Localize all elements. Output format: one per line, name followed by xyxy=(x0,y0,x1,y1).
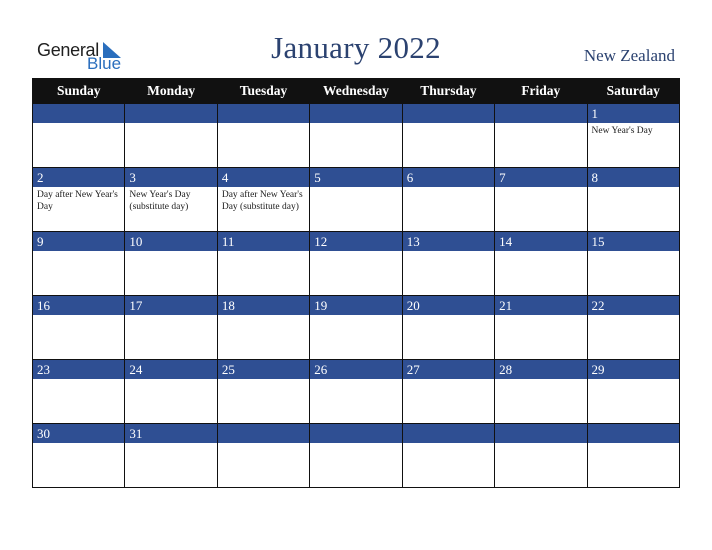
holiday-label xyxy=(403,316,494,318)
day-cell xyxy=(33,296,125,360)
day-number: 14 xyxy=(495,232,586,252)
day-cell xyxy=(495,104,587,168)
holiday-label xyxy=(403,124,494,126)
day-cell xyxy=(217,104,309,168)
holiday-label xyxy=(310,188,401,190)
day-cell xyxy=(125,232,217,296)
day-cell xyxy=(217,296,309,360)
holiday-label xyxy=(33,316,124,318)
weekday-header: Wednesday xyxy=(310,79,402,104)
weekday-header: Friday xyxy=(495,79,587,104)
holiday-label xyxy=(588,444,679,446)
day-number: 9 xyxy=(33,232,124,252)
holiday-label xyxy=(125,444,216,446)
day-cell xyxy=(310,424,402,488)
day-number: 2 xyxy=(33,168,124,188)
holiday-label xyxy=(33,124,124,126)
day-number: 1 xyxy=(588,104,679,124)
day-number: 12 xyxy=(310,232,401,252)
day-cell xyxy=(125,296,217,360)
holiday-label xyxy=(588,316,679,318)
week-row xyxy=(33,296,680,360)
day-cell xyxy=(125,424,217,488)
day-cell xyxy=(217,360,309,424)
holiday-label: New Year's Day xyxy=(591,126,653,136)
holiday-label xyxy=(218,316,309,318)
day-cell xyxy=(125,360,217,424)
day-cell xyxy=(402,232,494,296)
logo-text-general: General xyxy=(37,40,99,60)
holiday-label xyxy=(33,380,124,382)
day-number: 7 xyxy=(495,168,586,188)
day-number: 29 xyxy=(588,360,679,380)
day-cell xyxy=(310,296,402,360)
day-number: 4 xyxy=(218,168,309,188)
day-number: 25 xyxy=(218,360,309,380)
day-cell xyxy=(402,296,494,360)
day-cell xyxy=(217,424,309,488)
day-number: 26 xyxy=(310,360,401,380)
day-number: 21 xyxy=(495,296,586,316)
day-cell xyxy=(310,360,402,424)
day-number: 8 xyxy=(588,168,679,188)
week-row xyxy=(33,104,680,168)
day-number xyxy=(495,104,586,124)
holiday-label xyxy=(588,188,679,190)
weekday-header: Saturday xyxy=(587,79,679,104)
day-cell xyxy=(495,232,587,296)
day-cell xyxy=(33,168,125,232)
day-number: 27 xyxy=(403,360,494,380)
day-cell xyxy=(125,168,217,232)
day-number xyxy=(403,104,494,124)
holiday-label xyxy=(310,444,401,446)
weekday-header-row xyxy=(33,79,680,104)
holiday-label: Day after New Year's Day xyxy=(37,190,118,212)
day-number xyxy=(310,104,401,124)
day-cell xyxy=(495,296,587,360)
day-cell xyxy=(495,168,587,232)
day-cell xyxy=(310,104,402,168)
holiday-label xyxy=(403,188,494,190)
day-number: 10 xyxy=(125,232,216,252)
logo-text-blue: Blue xyxy=(87,54,122,73)
day-number: 17 xyxy=(125,296,216,316)
weekday-header: Sunday xyxy=(33,79,125,104)
day-number xyxy=(33,104,124,124)
day-number xyxy=(218,424,309,444)
day-number: 18 xyxy=(218,296,309,316)
holiday-label xyxy=(218,444,309,446)
day-number: 15 xyxy=(588,232,679,252)
holiday-label xyxy=(218,252,309,254)
holiday-label xyxy=(125,252,216,254)
day-cell xyxy=(310,232,402,296)
day-number: 31 xyxy=(125,424,216,444)
day-cell xyxy=(402,360,494,424)
day-cell xyxy=(587,104,679,168)
holiday-label xyxy=(588,380,679,382)
day-cell xyxy=(495,424,587,488)
day-number: 3 xyxy=(125,168,216,188)
weekday-header: Monday xyxy=(125,79,217,104)
holiday-label xyxy=(125,316,216,318)
day-number: 28 xyxy=(495,360,586,380)
holiday-label xyxy=(125,380,216,382)
weekday-header: Tuesday xyxy=(217,79,309,104)
holiday-label xyxy=(310,380,401,382)
day-cell xyxy=(33,360,125,424)
holiday-label xyxy=(33,252,124,254)
day-number: 13 xyxy=(403,232,494,252)
day-number xyxy=(403,424,494,444)
day-number: 11 xyxy=(218,232,309,252)
holiday-label xyxy=(310,124,401,126)
month-calendar xyxy=(32,78,680,488)
holiday-label xyxy=(403,444,494,446)
day-cell xyxy=(217,168,309,232)
holiday-label xyxy=(495,444,586,446)
holiday-label xyxy=(310,316,401,318)
holiday-label xyxy=(310,252,401,254)
day-number xyxy=(588,424,679,444)
holiday-label xyxy=(495,252,586,254)
day-number: 30 xyxy=(33,424,124,444)
day-number: 20 xyxy=(403,296,494,316)
country-label: New Zealand xyxy=(583,46,675,65)
day-number xyxy=(495,424,586,444)
day-cell xyxy=(217,232,309,296)
day-cell xyxy=(125,104,217,168)
day-cell xyxy=(495,360,587,424)
weekday-header: Thursday xyxy=(402,79,494,104)
day-number: 6 xyxy=(403,168,494,188)
day-cell xyxy=(587,424,679,488)
day-cell xyxy=(310,168,402,232)
day-number xyxy=(125,104,216,124)
calendar-title: January 2022 xyxy=(271,30,441,65)
day-cell xyxy=(587,296,679,360)
day-cell xyxy=(402,104,494,168)
day-cell xyxy=(402,168,494,232)
day-number: 5 xyxy=(310,168,401,188)
holiday-label xyxy=(33,444,124,446)
day-number: 22 xyxy=(588,296,679,316)
holiday-label xyxy=(588,252,679,254)
week-row xyxy=(33,168,680,232)
holiday-label xyxy=(495,188,586,190)
day-number: 19 xyxy=(310,296,401,316)
holiday-label xyxy=(403,380,494,382)
holiday-label xyxy=(495,124,586,126)
week-row xyxy=(33,232,680,296)
day-number: 16 xyxy=(33,296,124,316)
day-cell xyxy=(587,360,679,424)
day-number: 23 xyxy=(33,360,124,380)
day-cell xyxy=(587,232,679,296)
holiday-label: New Year's Day (substitute day) xyxy=(129,190,191,212)
day-number xyxy=(218,104,309,124)
day-cell xyxy=(402,424,494,488)
day-cell xyxy=(587,168,679,232)
week-row xyxy=(33,424,680,488)
holiday-label: Day after New Year's Day (substitute day) xyxy=(221,190,303,212)
holiday-label xyxy=(403,252,494,254)
day-cell xyxy=(33,424,125,488)
day-cell xyxy=(33,232,125,296)
holiday-label xyxy=(125,124,216,126)
day-cell xyxy=(33,104,125,168)
holiday-label xyxy=(218,124,309,126)
holiday-label xyxy=(218,380,309,382)
holiday-label xyxy=(495,380,586,382)
holiday-label xyxy=(495,316,586,318)
week-row xyxy=(33,360,680,424)
day-number xyxy=(310,424,401,444)
day-number: 24 xyxy=(125,360,216,380)
